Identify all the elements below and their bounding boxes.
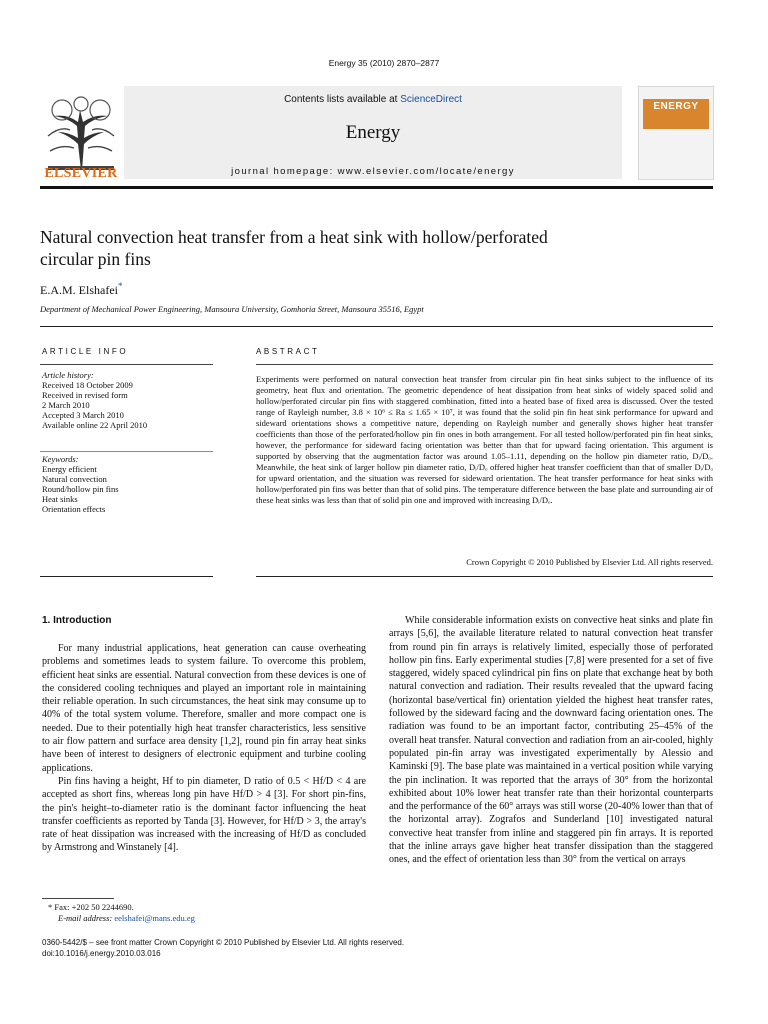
abstract-text: Experiments were performed on natural convection heat transfer from circular pin fin heat sinks subject to the influence of its geometry, heat flux and orientation. The geometric dependence of heat dissipation from heat sinks of widely spaced solid and hollow/perforated circular pin fins with staggered combination, fitted into a heated base of fixed area is discussed. Over the tested range of Rayleigh number, 3.8 × 10⁶ ≤ Ra ≤ 1.65 × 10⁷, it was found that the solid pin fin heat sink performance for upward and sideward orientations shows a competitive nature, depending on Rayleigh number and generally shows higher heat transfer coefficients than those of the perforated/hollow pin fin ones in both arrangement. For all tested hollow/perforated pin fin heat sinks, however, the performance for sideward facing orientation was better than that for upward facing orientation. This argument is supported by observing that the augmentation factor was around 1.05–1.11, depending on the hollow pin diameter ratio, Dᵢ/Dₒ. Meanwhile, the heat sink of larger hollow pin diameter ratio, Dᵢ/Dₒ offered higher heat transfer coefficient than that of smaller Dᵢ/Dₒ for upward orientation, and the situation was reversed for sideward orientation. The heat transfer performance for heat sinks with hollow/perforated pin fins was better than that of solid pins. The temperature difference between the base plate and surrounding air of these heat sinks was less than that of solid pin one and improved with increasing Dᵢ/Dₒ. bbox=[256, 374, 713, 505]
abstract-copyright: Crown Copyright © 2010 Published by Elsevier Ltd. All rights reserved. bbox=[466, 557, 713, 567]
footnote-fax: * Fax: +202 50 2244690. bbox=[48, 902, 134, 912]
corresponding-author-marker[interactable]: * bbox=[117, 281, 123, 291]
history-item: Accepted 3 March 2010 bbox=[42, 410, 124, 420]
keyword-item: Heat sinks bbox=[42, 494, 78, 504]
footnote-email bbox=[58, 913, 195, 923]
abstract-heading: ABSTRACT bbox=[256, 347, 320, 356]
title-rule bbox=[40, 326, 713, 327]
author-name bbox=[40, 281, 122, 298]
keyword-item: Energy efficient bbox=[42, 464, 97, 474]
article-info-rule bbox=[40, 364, 213, 365]
contents-line bbox=[124, 94, 622, 105]
introduction-heading: 1. Introduction bbox=[42, 615, 112, 626]
body-column-left bbox=[42, 642, 366, 855]
history-item: Received 18 October 2009 bbox=[42, 380, 133, 390]
keywords-label: Keywords: bbox=[42, 454, 79, 464]
keyword-item: Orientation effects bbox=[42, 504, 106, 514]
history-item: 2 March 2010 bbox=[42, 400, 90, 410]
history-item: Available online 22 April 2010 bbox=[42, 420, 148, 430]
footnote-rule bbox=[42, 898, 114, 899]
history-label: Article history: bbox=[42, 370, 94, 380]
cover-title: ENERGY bbox=[653, 101, 699, 112]
history-rule bbox=[40, 451, 213, 452]
header-rule bbox=[40, 186, 713, 189]
author-name-text: E.A.M. Elshafei bbox=[40, 283, 118, 297]
article-history bbox=[42, 370, 212, 430]
abstract-rule bbox=[256, 364, 713, 365]
paragraph: Pin fins having a height, Hf to pin diameter, D ratio of 0.5 < Hf/D < 4 are accepted as short fins, whereas long pin have Hf/D > 4 [3]. For short pin-fins, the pin's height–to-diameter ratio is the dominant factor influencing the heat transfer coefficients as reported by Tanda [3]. However, for Hf/D > 3, the array's rate of heat dissipation was increased with the increasing of Hf/D as concluded by Armstrong and Winstanely [4]. bbox=[42, 775, 366, 854]
article-title: Natural convection heat transfer from a heat sink with hollow/perforated circular pin fins bbox=[40, 227, 548, 269]
keywords-list bbox=[42, 454, 212, 514]
info-bottom-rule bbox=[40, 576, 213, 577]
elsevier-wordmark: ELSEVIER bbox=[44, 166, 118, 181]
contents-prefix: Contents lists available at bbox=[284, 94, 401, 105]
journal-reference: Energy 35 (2010) 2870–2877 bbox=[328, 58, 440, 68]
journal-name: Energy bbox=[345, 122, 401, 143]
journal-banner bbox=[124, 86, 622, 179]
abstract-bottom-rule bbox=[256, 576, 713, 577]
article-info-heading: ARTICLE INFO bbox=[42, 347, 129, 356]
body-column-right bbox=[389, 614, 713, 867]
sciencedirect-link[interactable]: ScienceDirect bbox=[400, 94, 462, 105]
email-link[interactable]: eelshafei@mans.edu.eg bbox=[114, 913, 195, 923]
keyword-item: Round/hollow pin fins bbox=[42, 484, 119, 494]
paragraph: While considerable information exists on convective heat sinks and plate fin arrays [5,6], the available literature related to natural convection heat transfer from round pin fin arrays is relatively limited, especially those of perforated hollow pin fins. Early experimental studies [7,8] were presented for a set of five staggered, widely spaced cylindrical pin fins on plate that exchange heat by both natural convection and radiation. Their results revealed that the upward facing (horizontal base/vertical fin) orientation yielded the highest heat transfer rates, followed by the sideward facing and the downward facing orientation ones. The radiation was found to be an important factor, contributing 25–45% of the overall heat transfer. Natural convection and radiation from an air-cooled, highly populated pin-fin array was investigated experimentally by Alessio and Kaminski [9]. The base plate was maintained in a vertical position while varying the pin inclination. It was reported that the arrays of 30° from the horizontal exhibited about 10% lower heat transfer rate than their horizontal counterparts and the performance of the 60° arrays was still worse (20-40% lower than that of the horizontal array). Zografos and Sunderland [10] investigated natural convective heat transfer from inline and staggered pin fin arrays. It is reported that the inline arrays gave higher heat transfer dissipation than the staggered ones, and the effect of orientation less than 30° from the vertical on arrays bbox=[389, 615, 713, 866]
email-label: E-mail address: bbox=[58, 913, 115, 923]
doi-link[interactable]: doi:10.1016/j.energy.2010.03.016 bbox=[42, 949, 161, 958]
journal-cover-thumbnail bbox=[638, 86, 714, 180]
keyword-item: Natural convection bbox=[42, 474, 107, 484]
issn-line: 0360-5442/$ – see front matter Crown Copyright © 2010 Published by Elsevier Ltd. All rights reserved. bbox=[42, 938, 405, 947]
history-item: Received in revised form bbox=[42, 390, 128, 400]
author-affiliation: Department of Mechanical Power Engineering, Mansoura University, Gomhoria Street, Mansoura 35516, Egypt bbox=[40, 304, 424, 314]
journal-homepage-link[interactable]: journal homepage: www.elsevier.com/locate/energy bbox=[231, 166, 515, 177]
paragraph: For many industrial applications, heat generation can cause overheating problems and sometimes leads to system failure. To overcome this problem, efficient heat sinks are essential. Natural convection from these devices is one of the considered cooling techniques and played an important role in maintaining their reliable operation. In such circumstances, the heat sink may consume up to 40% of the total system volume. Therefore, smaller and more compact one is needed. Due to their potentially high heat transfer characteristics, less sensitive to air flow pattern and surface area density [1,2], round pin fin array heat sinks have been of interest to designers of electronic equipment and turbine cooling applications. bbox=[42, 643, 366, 774]
